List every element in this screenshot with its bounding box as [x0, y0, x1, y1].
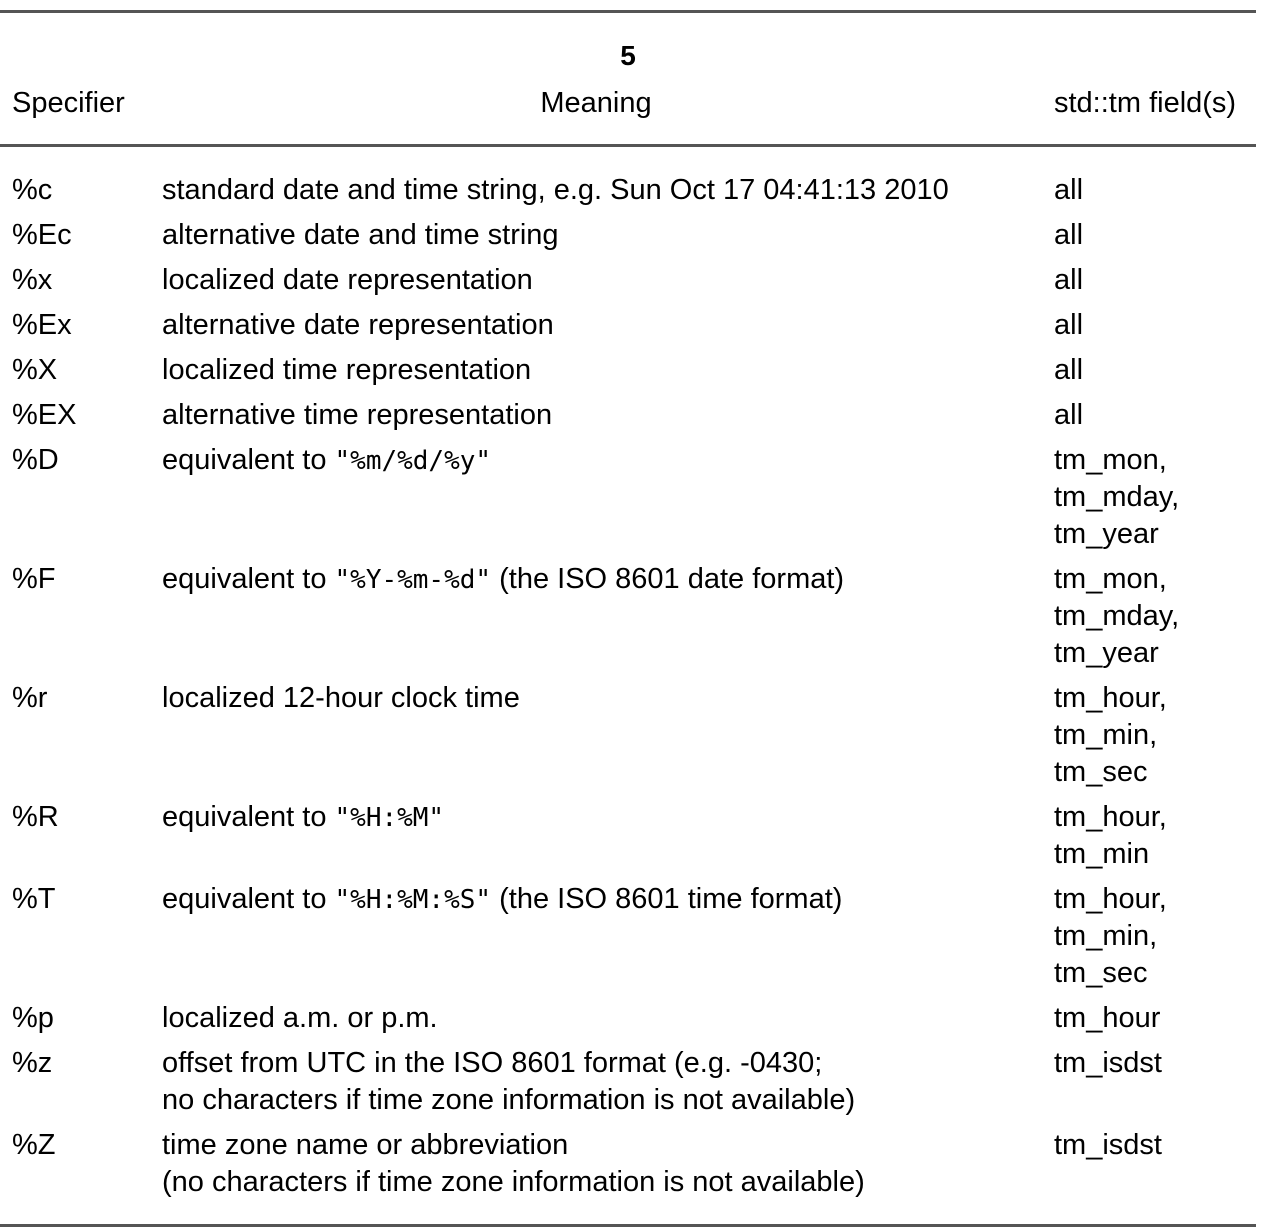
format-code: "%m/%d/%y": [334, 446, 492, 476]
meaning-text: alternative date and time string: [162, 219, 559, 251]
table-row: [0, 561, 1256, 672]
meaning-text: localized date representation: [162, 264, 533, 296]
specifier-cell: %X: [12, 354, 58, 386]
meaning-cell: [162, 1045, 1054, 1119]
meaning-text: standard date and time string, e.g. Sun Oct 17 04:41:13 2010: [162, 174, 949, 206]
fields-cell: all: [1054, 219, 1084, 251]
table-body: [0, 172, 1256, 1209]
meaning-text: time zone name or abbreviation (no characters if time zone information is not available): [162, 1129, 865, 1198]
fields-cell: all: [1054, 354, 1084, 386]
fields-cell: tm_hour: [1054, 1002, 1161, 1034]
meaning-text: localized time representation: [162, 354, 532, 386]
meaning-text: equivalent to: [162, 883, 335, 915]
meaning-cell: [162, 881, 1054, 992]
table-row: [0, 1000, 1256, 1037]
fields-cell: tm_hour, tm_min, tm_sec: [1054, 883, 1167, 989]
meaning-text: (the ISO 8601 time format): [491, 883, 843, 915]
table-row: [0, 307, 1256, 344]
specifier-cell: %Ex: [12, 309, 72, 341]
header-rule: [0, 144, 1256, 147]
meaning-cell: [162, 262, 1054, 299]
meaning-text: equivalent to: [162, 563, 335, 595]
specifier-cell: %F: [12, 563, 56, 595]
meaning-text: localized 12-hour clock time: [162, 682, 520, 714]
table-row: [0, 442, 1256, 553]
table-row: [0, 262, 1256, 299]
meaning-cell: [162, 799, 1054, 873]
fields-cell: tm_isdst: [1054, 1047, 1162, 1079]
meaning-cell: [162, 307, 1054, 344]
table-row: [0, 1045, 1256, 1119]
specifier-cell: %Z: [12, 1129, 56, 1161]
meaning-text: equivalent to: [162, 444, 335, 476]
format-code: "%H:%M": [334, 803, 445, 833]
specifier-cell: %D: [12, 444, 59, 476]
table-number: 5: [620, 40, 636, 71]
specifier-cell: %p: [12, 1002, 54, 1034]
fields-cell: tm_mon, tm_mday, tm_year: [1054, 444, 1180, 550]
table-row: [0, 217, 1256, 254]
table-row: [0, 799, 1256, 873]
meaning-cell: [162, 397, 1054, 434]
meaning-text: offset from UTC in the ISO 8601 format (e.g. -0430; no characters if time zone information is not available): [162, 1047, 856, 1116]
meaning-text: equivalent to: [162, 801, 335, 833]
header-specifier: Specifier: [12, 87, 125, 119]
meaning-cell: [162, 217, 1054, 254]
fields-cell: tm_hour, tm_min: [1054, 801, 1167, 870]
meaning-text: alternative date representation: [162, 309, 554, 341]
specifier-cell: %x: [12, 264, 53, 296]
fields-cell: all: [1054, 399, 1084, 431]
specifier-cell: %c: [12, 174, 53, 206]
specifier-cell: %Ec: [12, 219, 72, 251]
format-code: "%Y-%m-%d": [334, 565, 492, 595]
fields-cell: tm_mon, tm_mday, tm_year: [1054, 563, 1180, 669]
specifier-cell: %T: [12, 883, 56, 915]
table-row: [0, 881, 1256, 992]
meaning-text: localized a.m. or p.m.: [162, 1002, 438, 1034]
bottom-rule: [0, 1224, 1256, 1227]
meaning-text: alternative time representation: [162, 399, 553, 431]
header-meaning: Meaning: [540, 87, 652, 119]
fields-cell: all: [1054, 174, 1084, 206]
table-row: [0, 680, 1256, 791]
table-row: [0, 1127, 1256, 1201]
table-row: [0, 397, 1256, 434]
meaning-cell: [162, 172, 1054, 209]
meaning-cell: [162, 1000, 1054, 1037]
format-code: "%H:%M:%S": [334, 885, 492, 915]
meaning-text: (the ISO 8601 date format): [491, 563, 845, 595]
table-row: [0, 172, 1256, 209]
header-fields: std::tm field(s): [1054, 87, 1237, 119]
meaning-cell: [162, 442, 1054, 553]
specifier-cell: %EX: [12, 399, 77, 431]
meaning-cell: [162, 561, 1054, 672]
meaning-cell: [162, 352, 1054, 389]
fields-cell: tm_hour, tm_min, tm_sec: [1054, 682, 1167, 788]
top-rule: [0, 10, 1256, 13]
specifier-cell: %r: [12, 682, 48, 714]
specifier-cell: %R: [12, 801, 59, 833]
meaning-cell: [162, 1127, 1054, 1201]
meaning-cell: [162, 680, 1054, 791]
fields-cell: all: [1054, 264, 1084, 296]
specifier-cell: %z: [12, 1047, 53, 1079]
fields-cell: all: [1054, 309, 1084, 341]
fields-cell: tm_isdst: [1054, 1129, 1162, 1161]
table-row: [0, 352, 1256, 389]
